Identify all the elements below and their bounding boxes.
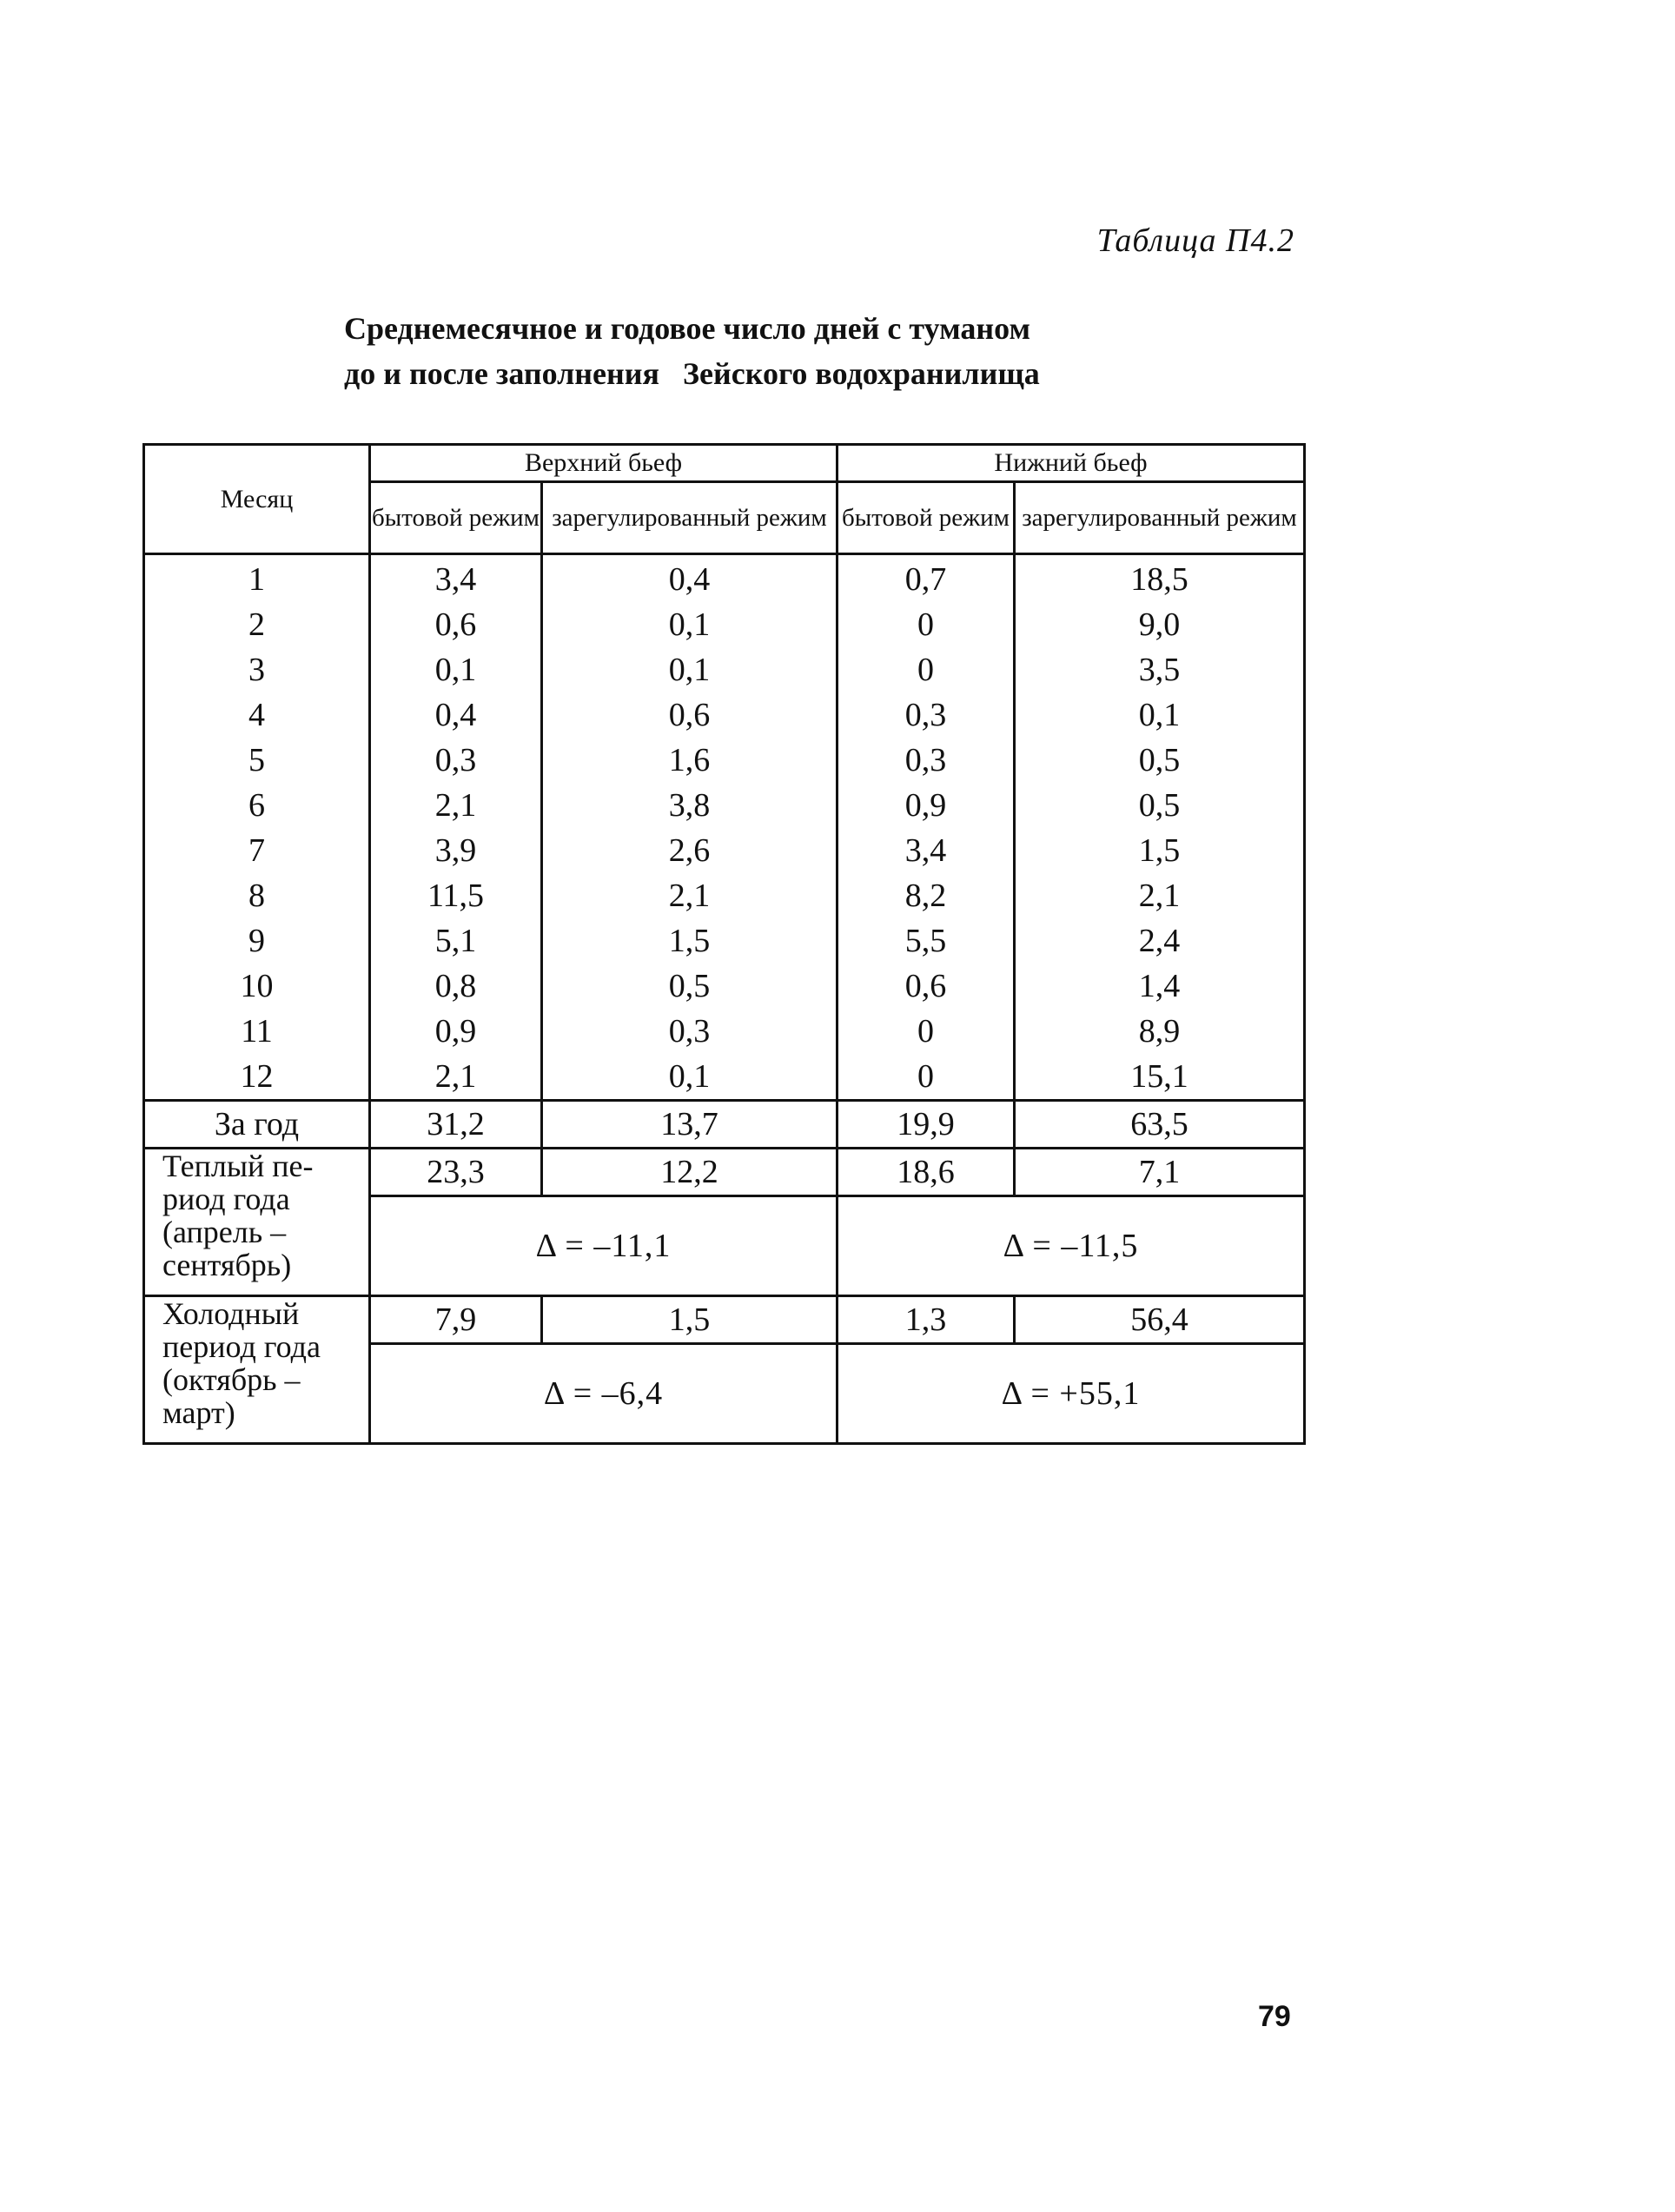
upper-natural-cell: 0,9 [370, 1009, 542, 1054]
upper-natural-cell: 0,1 [370, 647, 542, 692]
month-cell: 2 [144, 602, 370, 647]
lower-regulated-cell: 1,4 [1015, 964, 1305, 1009]
upper-natural-header: бытовой режим [370, 482, 542, 554]
lower-regulated-cell: 1,5 [1015, 828, 1305, 873]
cold-lower-natural: 1,3 [838, 1296, 1015, 1344]
upper-regulated-cell: 0,3 [542, 1009, 838, 1054]
lower-regulated-cell: 0,5 [1015, 738, 1305, 783]
upper-regulated-cell: 2,1 [542, 873, 838, 918]
month-cell: 5 [144, 738, 370, 783]
year-lower-natural: 19,9 [838, 1101, 1015, 1149]
cold-lower-delta: Δ = +55,1 [838, 1344, 1305, 1444]
table-row [144, 647, 1305, 692]
month-rows [144, 554, 1305, 1101]
cold-upper-delta: Δ = –6,4 [370, 1344, 838, 1444]
title-line-1: Среднемесячное и годовое число дней с туманом [344, 311, 1030, 346]
upper-regulated-cell: 0,6 [542, 692, 838, 738]
upper-regulated-cell: 0,1 [542, 647, 838, 692]
year-lower-regulated: 63,5 [1015, 1101, 1305, 1149]
upper-natural-cell: 2,1 [370, 1054, 542, 1101]
cold-period-label: Холодный период года (октябрь – март) [144, 1296, 370, 1444]
cold-upper-regulated: 1,5 [542, 1296, 838, 1344]
upper-natural-cell: 11,5 [370, 873, 542, 918]
table-row [144, 828, 1305, 873]
year-row [144, 1101, 1305, 1149]
lower-natural-cell: 0,9 [838, 783, 1015, 828]
lower-regulated-cell: 18,5 [1015, 554, 1305, 603]
lower-natural-cell: 0 [838, 1054, 1015, 1101]
month-cell: 7 [144, 828, 370, 873]
cold-period-row [144, 1296, 1305, 1344]
upper-pool-header: Верхний бьеф [370, 445, 838, 482]
upper-natural-cell: 0,4 [370, 692, 542, 738]
upper-regulated-header: зарегулированный режим [542, 482, 838, 554]
upper-regulated-cell: 0,5 [542, 964, 838, 1009]
year-label: За год [144, 1101, 370, 1149]
upper-regulated-cell: 0,1 [542, 1054, 838, 1101]
upper-regulated-cell: 1,6 [542, 738, 838, 783]
warm-upper-delta: Δ = –11,1 [370, 1196, 838, 1296]
cold-upper-natural: 7,9 [370, 1296, 542, 1344]
month-cell: 9 [144, 918, 370, 964]
month-cell: 11 [144, 1009, 370, 1054]
table-row [144, 783, 1305, 828]
warm-period-row [144, 1149, 1305, 1196]
table-row [144, 918, 1305, 964]
month-cell: 12 [144, 1054, 370, 1101]
table-row [144, 1009, 1305, 1054]
upper-natural-cell: 3,4 [370, 554, 542, 603]
lower-regulated-cell: 8,9 [1015, 1009, 1305, 1054]
month-cell: 1 [144, 554, 370, 603]
lower-regulated-cell: 3,5 [1015, 647, 1305, 692]
title-line-2: до и после заполнения Зейского водохранилища [344, 356, 1040, 391]
upper-regulated-cell: 2,6 [542, 828, 838, 873]
lower-natural-cell: 0,3 [838, 738, 1015, 783]
lower-regulated-cell: 0,1 [1015, 692, 1305, 738]
lower-natural-cell: 5,5 [838, 918, 1015, 964]
warm-upper-natural: 23,3 [370, 1149, 542, 1196]
lower-regulated-cell: 0,5 [1015, 783, 1305, 828]
month-cell: 3 [144, 647, 370, 692]
lower-regulated-cell: 2,4 [1015, 918, 1305, 964]
lower-regulated-cell: 2,1 [1015, 873, 1305, 918]
upper-natural-cell: 0,8 [370, 964, 542, 1009]
lower-regulated-cell: 15,1 [1015, 1054, 1305, 1101]
lower-natural-header: бытовой режим [838, 482, 1015, 554]
lower-natural-cell: 0 [838, 1009, 1015, 1054]
warm-lower-delta: Δ = –11,5 [838, 1196, 1305, 1296]
warm-upper-regulated: 12,2 [542, 1149, 838, 1196]
warm-period-label: Теплый пе- риод года (апрель – сентябрь) [144, 1149, 370, 1296]
upper-regulated-cell: 0,4 [542, 554, 838, 603]
table-row [144, 692, 1305, 738]
upper-natural-cell: 0,6 [370, 602, 542, 647]
upper-regulated-cell: 0,1 [542, 602, 838, 647]
lower-natural-cell: 8,2 [838, 873, 1015, 918]
month-cell: 8 [144, 873, 370, 918]
lower-natural-cell: 0,6 [838, 964, 1015, 1009]
lower-natural-cell: 0 [838, 647, 1015, 692]
table-title [344, 306, 1040, 396]
month-cell: 4 [144, 692, 370, 738]
upper-regulated-cell: 1,5 [542, 918, 838, 964]
month-cell: 6 [144, 783, 370, 828]
table-row [144, 602, 1305, 647]
upper-natural-cell: 0,3 [370, 738, 542, 783]
lower-pool-header: Нижний бьеф [838, 445, 1305, 482]
warm-lower-natural: 18,6 [838, 1149, 1015, 1196]
upper-natural-cell: 5,1 [370, 918, 542, 964]
lower-natural-cell: 0,3 [838, 692, 1015, 738]
upper-regulated-cell: 3,8 [542, 783, 838, 828]
upper-natural-cell: 3,9 [370, 828, 542, 873]
table-row [144, 1054, 1305, 1101]
lower-regulated-header: зарегулированный режим [1015, 482, 1305, 554]
year-upper-regulated: 13,7 [542, 1101, 838, 1149]
page-number: 79 [1258, 2000, 1291, 2033]
table-row [144, 964, 1305, 1009]
table-row [144, 554, 1305, 603]
month-column-header: Месяц [144, 445, 370, 554]
year-upper-natural: 31,2 [370, 1101, 542, 1149]
upper-natural-cell: 2,1 [370, 783, 542, 828]
table-row [144, 873, 1305, 918]
lower-natural-cell: 3,4 [838, 828, 1015, 873]
month-cell: 10 [144, 964, 370, 1009]
lower-natural-cell: 0,7 [838, 554, 1015, 603]
warm-lower-regulated: 7,1 [1015, 1149, 1305, 1196]
cold-lower-regulated: 56,4 [1015, 1296, 1305, 1344]
lower-regulated-cell: 9,0 [1015, 602, 1305, 647]
table-label: Таблица П4.2 [1096, 222, 1294, 259]
fog-days-table [142, 443, 1306, 1445]
table-row [144, 738, 1305, 783]
lower-natural-cell: 0 [838, 602, 1015, 647]
